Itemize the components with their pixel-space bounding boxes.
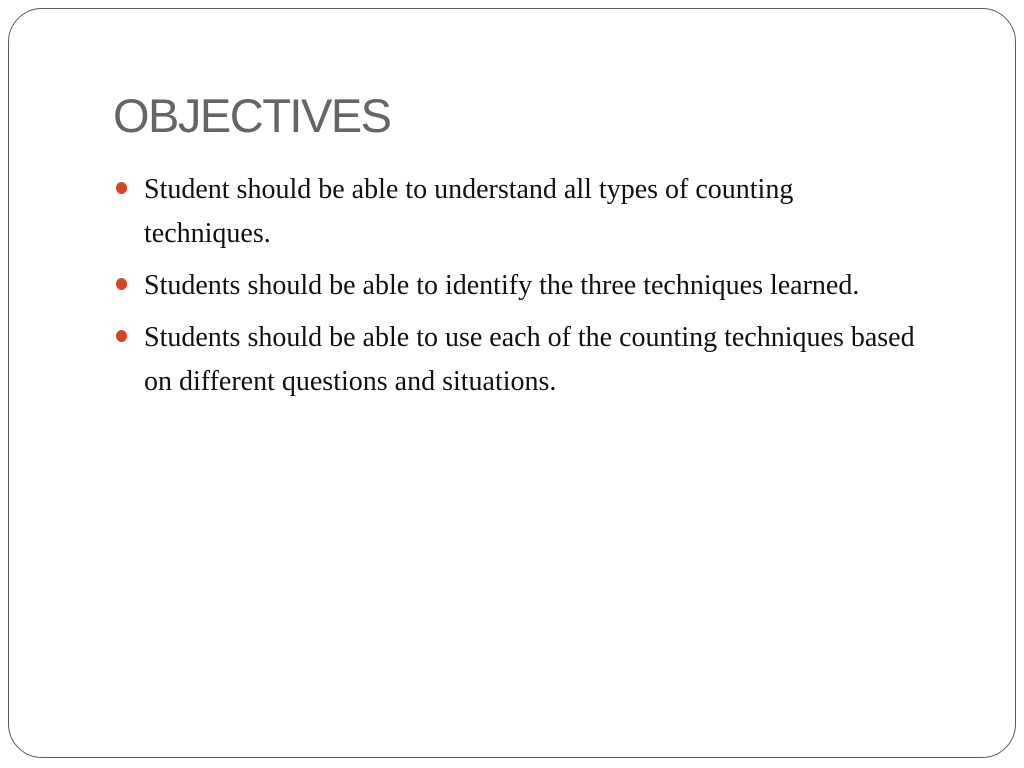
objective-text-2: Students should be able to identify the three techniques learned. — [144, 270, 860, 301]
objective-item-2 — [114, 264, 924, 308]
objective-item-3 — [114, 316, 924, 404]
slide-title: OBJECTIVES — [113, 89, 391, 142]
objectives-list — [114, 168, 924, 412]
objective-text-3: Students should be able to use each of the counting techniques based on different questions and situations. — [144, 322, 915, 397]
bullet-dot-icon — [116, 330, 127, 342]
bullet-dot-icon — [116, 182, 127, 194]
objective-item-1 — [114, 168, 924, 256]
objective-text-1: Student should be able to understand all types of counting techniques. — [144, 174, 794, 249]
bullet-dot-icon — [116, 278, 127, 290]
